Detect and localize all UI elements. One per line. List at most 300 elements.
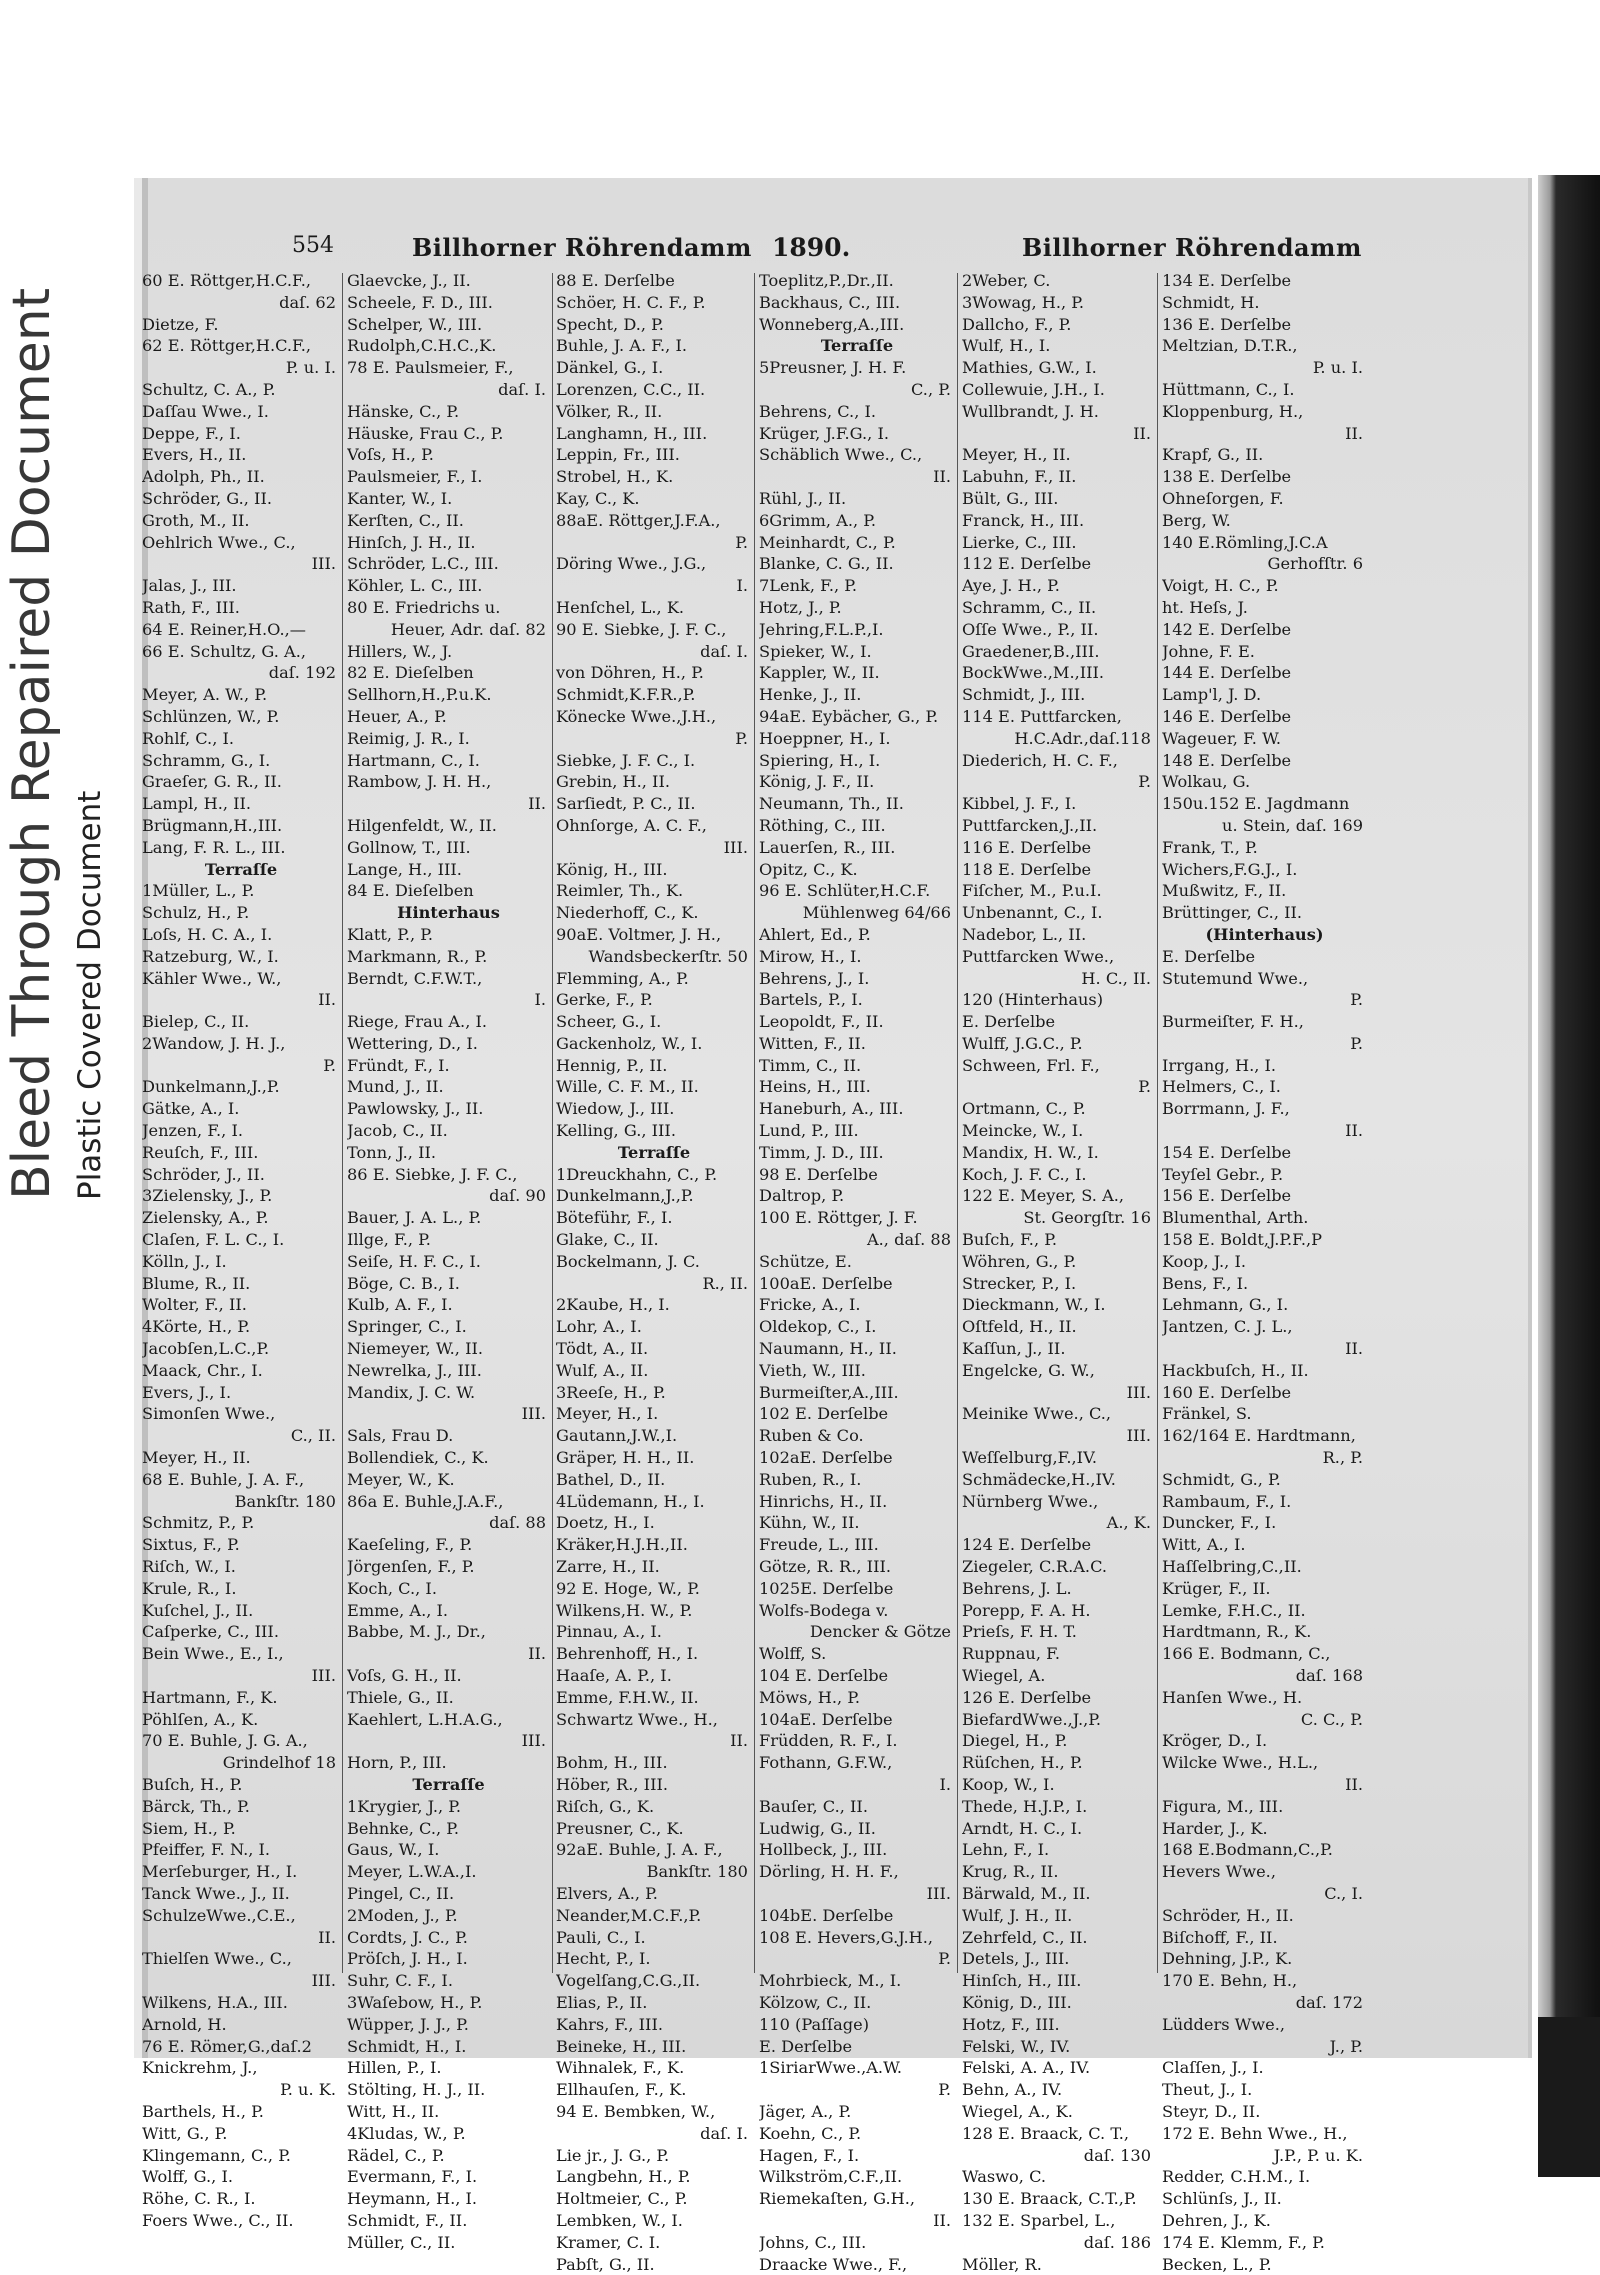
directory-entry: (Hinterhaus) [1205,924,1324,944]
directory-entry: E. Derſelbe [759,2036,853,2056]
directory-entry: Stutemund Wwe., [1162,968,1309,988]
directory-entry: Voigt, H. C., P. [1162,576,1279,596]
directory-entry: Kuſchel, J., II. [142,1600,254,1620]
directory-entry: Lampl, H., II. [142,794,252,814]
directory-entry: Krapf, G., II. [1162,445,1264,465]
directory-entry: 128 E. Braack, C. T., [962,2123,1130,2143]
directory-entry: Fricke, A., I. [759,1295,861,1315]
directory-entry: Blumenthal, Arth. [1162,1208,1309,1228]
directory-entry: Thielſen Wwe., C., [142,1949,292,1969]
directory-entry: Wilkens, H.A., III. [142,1992,288,2012]
directory-entry: Timm, J. D., III. [759,1142,884,1162]
directory-entry: 146 E. Derſelbe [1162,706,1292,726]
directory-entry: Wille, C. F. M., II. [556,1077,699,1097]
directory-entry: Jacobſen,L.C.,P. [142,1339,270,1359]
directory-entry: P. [1350,1033,1363,1053]
directory-entry: Biſchoff, F., II. [1162,1927,1278,1947]
directory-entry: Wiegel, A. [962,1666,1046,1685]
directory-entry: Sals, Frau D. [347,1426,454,1446]
directory-entry: Meyer, H., I. [556,1404,659,1424]
directory-entry: Ruppnau, F. [962,1644,1060,1664]
directory-entry: Loſs, H. C. A., I. [142,924,273,944]
directory-entry: Bockelmann, J. C. [556,1251,700,1271]
directory-entry: Helmers, C., I. [1162,1077,1281,1097]
directory-entry: Frank, T., P. [1162,837,1258,857]
directory-entry: Reuſch, F., III. [142,1142,259,1162]
directory-entry: II. [528,794,546,814]
directory-entry: daſ. 172 [1295,1992,1363,2012]
directory-entry: Schäblich Wwe., C., [759,445,923,465]
directory-entry: Hartmann, F., K. [142,1687,278,1707]
directory-entry: Foers Wwe., C., II. [142,2210,294,2230]
directory-entry: Pinnau, A., I. [556,1622,662,1642]
directory-entry: Pabſt, G., II. [556,2254,655,2274]
directory-entry: J., P. [1329,2036,1363,2056]
directory-entry: Schmidt, J., III. [962,685,1086,705]
directory-entry: Wöhren, G., P. [962,1251,1077,1271]
directory-entry: Schmitz, P., P. [142,1513,255,1533]
directory-entry: Franck, H., III. [962,510,1085,530]
directory-entry: Markmann, R., P. [347,946,488,966]
directory-entry: II. [1345,1121,1363,1141]
directory-entry: Labuhn, F., II. [962,467,1077,487]
directory-entry: Böge, C. B., I. [347,1273,460,1293]
directory-entry: 86a E. Buhle,J.A.F., [347,1491,504,1511]
directory-entry: Früdden, R. F., I. [759,1731,898,1751]
directory-entry: Naumann, H., II. [759,1339,897,1359]
directory-entry: Schlünſs, J., II. [1162,2189,1282,2209]
directory-entry: P. u. K. [280,2080,336,2100]
directory-entry: Rudolph,C.H.C.,K. [347,336,497,356]
directory-entry: Freude, L., III. [759,1535,879,1555]
directory-entry: Lie jr., J. G., P. [556,2145,670,2165]
directory-entry: 7Lenk, F., P. [759,576,858,596]
directory-entry: Ahlert, Ed., P. [759,924,871,944]
directory-entry: Schöer, H. C. F., P. [556,292,706,312]
directory-entry: Hevers Wwe., [1162,1862,1276,1882]
directory-entry: daſ. I. [498,379,546,399]
directory-entry: daſ. 192 [268,663,336,683]
directory-entry: Riſch, W., I. [142,1557,236,1577]
directory-entry: Emme, A., I. [347,1600,449,1620]
directory-entry: Opitz, C., K. [759,859,858,879]
directory-entry: Evers, J., I. [142,1382,232,1402]
directory-entry: Babbe, M. J., Dr., [347,1622,486,1642]
directory-entry: Buſch, H., P. [142,1774,243,1794]
directory-entry: Kanter, W., I. [347,488,453,508]
left-running-title: Billhorner Röhrendamm [412,233,752,262]
directory-entry: Mirow, H., I. [759,946,862,966]
directory-entry: Hoeppner, H., I. [759,728,891,748]
directory-entry: BockWwe.,M.,III. [962,663,1105,683]
directory-entry: P. u. I. [285,358,336,378]
directory-entry: Rühl, J., II. [759,488,847,508]
directory-entry: 3Zielensky, J., P. [142,1186,273,1206]
directory-entry: Leppin, Fr., III. [556,445,680,465]
directory-entry: II. [318,990,336,1010]
directory-entry: Illge, F., P. [347,1230,431,1250]
directory-entry: Schwartz Wwe., H., [556,1709,718,1729]
directory-entry: Mohrbieck, M., I. [759,1971,902,1991]
directory-column-1 [142,270,340,2232]
directory-entry: 66 E. Schultz, G. A., [142,641,306,661]
directory-entry: Knickrehm, J., [142,2058,258,2078]
directory-entry: Brügmann,H.,III. [142,815,283,835]
directory-entry: Schmidt, H. [1162,292,1260,312]
directory-entry: 1Dreuckhahn, C., P. [556,1164,718,1184]
directory-entry: Buſch, F., P. [962,1230,1057,1250]
directory-entry: Kaeſeling, F., P. [347,1535,473,1555]
directory-entry: Könecke Wwe.,J.H., [556,706,717,726]
directory-entry: II. [1133,423,1151,443]
directory-entry: Reimig, J. R., I. [347,728,470,748]
directory-entry: 78 E. Paulsmeier, F., [347,358,514,378]
directory-entry: Terraſſe [617,1142,691,1162]
directory-entry: 104 E. Derſelbe [759,1666,889,1685]
directory-entry: R., II. [702,1273,748,1293]
directory-entry: Gautann,J.W.,I. [556,1426,678,1446]
directory-entry: Möller, R. [962,2254,1042,2274]
directory-entry: Duncker, F., I. [1162,1513,1277,1533]
directory-entry: 5Preusner, J. H. F. [759,358,907,378]
directory-entry: Terraſſe [820,336,894,356]
directory-entry: Meincke, W., I. [962,1121,1084,1141]
directory-entry: Detels, J., III. [962,1949,1070,1969]
directory-entry: Schlünzen, W., P. [142,706,280,726]
page-header [292,233,1492,267]
directory-entry: Möws, H., P. [759,1687,861,1707]
directory-entry: II. [933,467,951,487]
directory-entry: Ziegeler, C.R.A.C. [962,1557,1108,1577]
directory-entry: Gollnow, T., III. [347,837,471,857]
directory-entry: Doetz, H., I. [556,1513,655,1533]
directory-entry: Heymann, H., I. [347,2189,478,2209]
directory-entry: Niederhoff, C., K. [556,903,699,923]
directory-entry: Lembken, W., I. [556,2210,683,2230]
directory-entry: Figura, M., III. [1162,1796,1284,1816]
directory-entry: Tödt, A., II. [556,1339,649,1359]
directory-entry: 130 E. Braack, C.T.,P. [962,2189,1137,2209]
directory-entry: Horn, P., III. [347,1753,447,1773]
directory-entry: Terraſſe [204,859,278,879]
directory-entry: Gerke, F., P. [556,990,653,1010]
directory-entry: Reimler, Th., K. [556,881,684,901]
directory-entry: Glaevcke, J., II. [347,271,471,290]
directory-entry: Wiegel, A., K. [962,2101,1073,2121]
directory-entry: Wulf, H., I. [962,336,1051,356]
directory-entry: Pauli, C., I. [556,1927,646,1947]
directory-entry: Meyer, H., II. [142,1448,251,1468]
directory-entry: Simonſen Wwe., [142,1404,276,1424]
directory-entry: 156 E. Derſelbe [1162,1186,1292,1206]
directory-entry: Riemekaſten, G.H., [759,2189,916,2209]
directory-entry: Pöhlſen, A., K. [142,1709,259,1729]
directory-entry: Köhler, L. C., III. [347,576,483,596]
directory-entry: 170 E. Behn, H., [1162,1971,1298,1991]
directory-entry: Schmädecke,H.,IV. [962,1469,1116,1489]
directory-entry: Kühn, W., II. [759,1513,860,1533]
directory-entry: Kloppenburg, H., [1162,401,1304,421]
directory-entry: Wulff, J.G.C., P. [962,1033,1083,1053]
directory-entry: Tonn, J., II. [347,1142,437,1162]
directory-entry: Stölting, H. J., II. [347,2080,486,2100]
directory-entry: Gaus, W., I. [347,1840,440,1860]
directory-entry: Fothann, G.F.W., [759,1753,893,1773]
directory-entry: Jörgenſen, F., P. [347,1557,475,1577]
directory-entry: A., K. [1106,1513,1151,1533]
directory-entry: 142 E. Derſelbe [1162,619,1292,639]
directory-entry: Aye, J. H., P. [962,576,1060,596]
directory-entry: Schelper, W., III. [347,314,483,334]
directory-entry: III. [311,554,336,574]
directory-entry: Diegel, H., P. [962,1731,1068,1751]
directory-entry: Graeſer, G. R., II. [142,772,282,792]
directory-entry: Lorenzen, C.C., II. [556,379,706,399]
directory-entry: Elvers, A., P. [556,1883,658,1903]
directory-entry: Buhle, J. A. F., I. [556,336,687,356]
directory-entry: Grebin, H., II. [556,772,670,792]
directory-entry: Hackbuſch, H., II. [1162,1360,1309,1380]
directory-entry: König, J. F., II. [759,772,875,792]
directory-entry: II. [318,1927,336,1947]
directory-entry: Terraſſe [412,1774,485,1794]
directory-entry: Kölzow, C., II. [759,1992,872,2012]
directory-entry: Wilkens,H. W., P. [556,1600,693,1620]
directory-entry: Koch, C., I. [347,1578,437,1598]
directory-entry: 124 E. Derſelbe [962,1535,1092,1555]
directory-entry: Paulsmeier, F., I. [347,467,483,487]
directory-entry: Haſſelbring,C.,II. [1162,1557,1302,1577]
directory-entry: Scheer, G., I. [556,1012,662,1032]
directory-entry: 110 (Paſſage) [759,2014,870,2034]
directory-entry: Schröder, H., II. [1162,1905,1294,1925]
directory-entry: Witt, H., II. [347,2101,440,2121]
directory-entry: Schmidt, H., I. [347,2036,467,2056]
directory-entry: Collewuie, J.H., I. [962,379,1105,399]
directory-entry: Prieſs, F. H. T. [962,1622,1077,1642]
directory-entry: König, H., III. [556,859,668,879]
directory-entry: 100 E. Röttger, J. F. [759,1208,918,1228]
directory-entry: Burmeiſter, F. H., [1162,1012,1304,1032]
directory-entry: Witt, A., I. [1162,1535,1246,1555]
directory-entry: Lund, P., III. [759,1121,859,1141]
directory-entry: Bauer, J. A. L., P. [347,1208,482,1228]
directory-entry: Maack, Chr., I. [142,1360,263,1380]
column-rule [957,273,958,1973]
directory-entry: Wilkström,C.F.,II. [759,2167,903,2187]
directory-entry: Draacke Wwe., F., [759,2254,908,2274]
directory-entry: II. [730,1731,748,1751]
directory-entry: Emme, F.H.W., II. [556,1687,699,1707]
directory-entry: Mandix, J. C. W. [347,1382,476,1402]
directory-entry: Haaſe, A. P., I. [556,1666,672,1685]
directory-entry: daſ. 88 [489,1513,546,1533]
directory-entry: P. [1138,1077,1151,1097]
directory-entry: SchulzeWwe.,C.E., [142,1905,296,1925]
directory-entry: Böteführ, F., I. [556,1208,673,1228]
directory-entry: Heuer, Adr. daſ. 82 [390,619,546,639]
directory-entry: Leopoldt, F., II. [759,1012,884,1032]
scanner-edge [1538,0,1600,2177]
directory-entry: Tanck Wwe., J., II. [142,1883,290,1903]
directory-entry: Ruben, R., I. [759,1469,862,1489]
directory-entry: Mund, J., II. [347,1077,444,1097]
directory-entry: Backhaus, C., III. [759,292,901,312]
directory-entry: Schütze, E. [759,1251,852,1271]
directory-entry: Ellhauſen, F., K. [556,2080,687,2100]
directory-entry: Riege, Frau A., I. [347,1012,488,1032]
directory-entry: Hillen, P., I. [347,2058,442,2078]
directory-entry: 162/164 E. Hardtmann, [1162,1426,1356,1446]
directory-entry: Berg, W. [1162,510,1231,530]
directory-entry: Meyer, H., II. [962,445,1071,465]
directory-entry: 1025E. Derſelbe [759,1578,894,1598]
directory-entry: Neander,M.C.F.,P. [556,1905,702,1925]
directory-entry: 108 E. Hevers,G.J.H., [759,1927,934,1947]
page-number: 554 [292,233,334,258]
directory-entry: Pawlowsky, J., II. [347,1099,484,1119]
directory-entry: Rambow, J. H. H., [347,772,492,792]
directory-entry: 2Kaube, H., I. [556,1295,670,1315]
directory-entry: 94 E. Bembken, W., [556,2101,716,2121]
directory-entry: 1Müller, L., P. [142,881,255,901]
directory-entry: Graedener,B.,III. [962,641,1100,661]
directory-entry: Diederich, H. C. F., [962,750,1118,770]
directory-entry: Schramm, G., I. [142,750,271,770]
directory-entry: Kay, C., K. [556,488,640,508]
directory-entry: H.C.Adr.,daſ.118 [1014,728,1151,748]
directory-entry: Haneburh, A., III. [759,1099,904,1119]
directory-entry: 2Weber, C. [962,271,1051,290]
directory-entry: Hinſch, J. H., II. [347,532,476,552]
directory-entry: Bohm, H., III. [556,1753,668,1773]
directory-entry: Bens, F., I. [1162,1273,1249,1293]
directory-entry: Gackenholz, W., I. [556,1033,703,1053]
directory-entry: Dänkel, G., I. [556,358,664,378]
directory-entry: Schmidt,K.F.R.,P. [556,685,696,705]
directory-entry: 88 E. Derſelbe [556,271,675,290]
directory-column-4 [759,270,955,2275]
directory-entry: Heuer, A., P. [347,706,447,726]
directory-entry: Claſen, F. L. C., I. [142,1230,285,1250]
directory-entry: Ratzeburg, W., I. [142,946,279,966]
directory-entry: P. [735,532,748,552]
directory-entry: Behrens, J., I. [759,968,870,988]
directory-entry: C. C., P. [1300,1709,1363,1729]
directory-entry: Toeplitz,P.,Dr.,II. [759,271,894,290]
directory-entry: 60 E. Röttger,H.C.F., [142,271,312,290]
directory-entry: Witten, F., II. [759,1033,866,1053]
directory-entry: Wulf, A., II. [556,1360,649,1380]
directory-entry: daſ. 130 [1083,2145,1151,2165]
directory-entry: Voſs, H., P. [347,445,434,465]
side-labels [0,0,110,1200]
directory-entry: Timm, C., II. [759,1055,862,1075]
directory-entry: Dehren, J., K. [1162,2210,1271,2230]
directory-entry: Kröger, D., I. [1162,1731,1268,1751]
directory-entry: Blume, R., II. [142,1273,251,1293]
directory-entry: Kähler Wwe., W., [142,968,282,988]
directory-entry: Meinike Wwe., C., [962,1404,1112,1424]
directory-entry: Nadebor, L., II. [962,924,1087,944]
directory-entry: Felski, W., IV. [962,2036,1071,2056]
directory-entry: Sarſiedt, P. C., II. [556,794,696,814]
directory-entry: Meyer, A. W., P. [142,685,268,705]
directory-entry: 158 E. Boldt,J.P.F.,P [1162,1230,1323,1250]
directory-entry: 102aE. Derſelbe [759,1448,893,1468]
bleed-through-label: Bleed Through Repaired Document [2,287,62,1200]
directory-entry: Blanke, C. G., II. [759,554,894,574]
directory-entry: A., daſ. 88 [866,1230,951,1250]
directory-entry: Lang, F. R. L., III. [142,837,286,857]
directory-entry: P. [735,728,748,748]
directory-entry: Jacob, C., II. [347,1121,448,1141]
directory-entry: 138 E. Derſelbe [1162,467,1292,487]
directory-entry: Ludwig, G., II. [759,1818,876,1838]
directory-entry: 132 E. Sparbel, L., [962,2210,1116,2230]
directory-entry: III. [311,1971,336,1991]
directory-column-3 [556,270,752,2275]
directory-entry: Dallcho, F., P. [962,314,1072,334]
directory-entry: Wichers,F.G.J., I. [1162,859,1298,879]
directory-entry: Lauerſen, R., III. [759,837,896,857]
directory-entry: Niemeyer, W., II. [347,1339,484,1359]
directory-entry: Meyer, W., K. [347,1469,455,1489]
directory-entry: 160 E. Derſelbe [1162,1382,1292,1402]
directory-entry: Rohlf, C., I. [142,728,235,748]
directory-entry: 154 E. Derſelbe [1162,1142,1292,1162]
directory-entry: 90aE. Voltmer, J. H., [556,924,722,944]
directory-entry: Wiedow, J., III. [556,1099,675,1119]
directory-entry: P. [1138,772,1151,792]
directory-entry: Schröder, J., II. [142,1164,265,1184]
directory-entry: Arnold, H. [142,2014,227,2034]
directory-entry: Sellhorn,H.,P.u.K. [347,685,492,705]
directory-entry: 3Reeſe, H., P. [556,1382,666,1402]
directory-page [142,178,1532,2274]
directory-entry: u. Stein, daſ. 169 [1222,815,1363,835]
directory-entry: Riſch, G., K. [556,1796,655,1816]
directory-entry: 98 E. Derſelbe [759,1164,878,1184]
directory-entry: Bein Wwe., E., I., [142,1644,284,1664]
directory-entry: Oldekop, C., I. [759,1317,877,1337]
directory-entry: 102 E. Derſelbe [759,1404,889,1424]
directory-entry: Puttfarcken,J.,II. [962,815,1098,835]
directory-entry: Bollendiek, C., K. [347,1448,489,1468]
directory-entry: Dehning, J.P., K. [1162,1949,1293,1969]
directory-entry: 3Wowag, H., P. [962,292,1085,312]
year-label: 1890. [772,233,851,262]
directory-entry: Fiſcher, M., P.u.I. [962,881,1102,901]
directory-entry: Seiſe, H. F. C., I. [347,1251,481,1271]
directory-entry: Meltzian, D.T.R., [1162,336,1298,356]
directory-entry: Lehmann, G., I. [1162,1295,1289,1315]
directory-entry: Oſtfeld, H., II. [962,1317,1077,1337]
directory-entry: Gräper, H. H., II. [556,1448,695,1468]
directory-entry: P. [938,1949,951,1969]
directory-entry: Borrmann, J. F., [1162,1099,1290,1119]
directory-entry: Schulz, H., P. [142,903,250,923]
directory-entry: 80 E. Friedrichs u. [347,597,501,617]
directory-entry: 126 E. Derſelbe [962,1687,1092,1707]
directory-entry: 168 E.Bodmann,C.,P. [1162,1840,1333,1860]
directory-entry: Jalas, J., III. [142,576,237,596]
directory-entry: Schmidt, F., II. [347,2210,468,2230]
directory-entry: 4Kludas, W., P. [347,2123,466,2143]
directory-entry: König, D., III. [962,1992,1072,2012]
directory-entry: 70 E. Buhle, J. G. A., [142,1731,308,1751]
directory-entry: Klingemann, C., P. [142,2145,291,2165]
